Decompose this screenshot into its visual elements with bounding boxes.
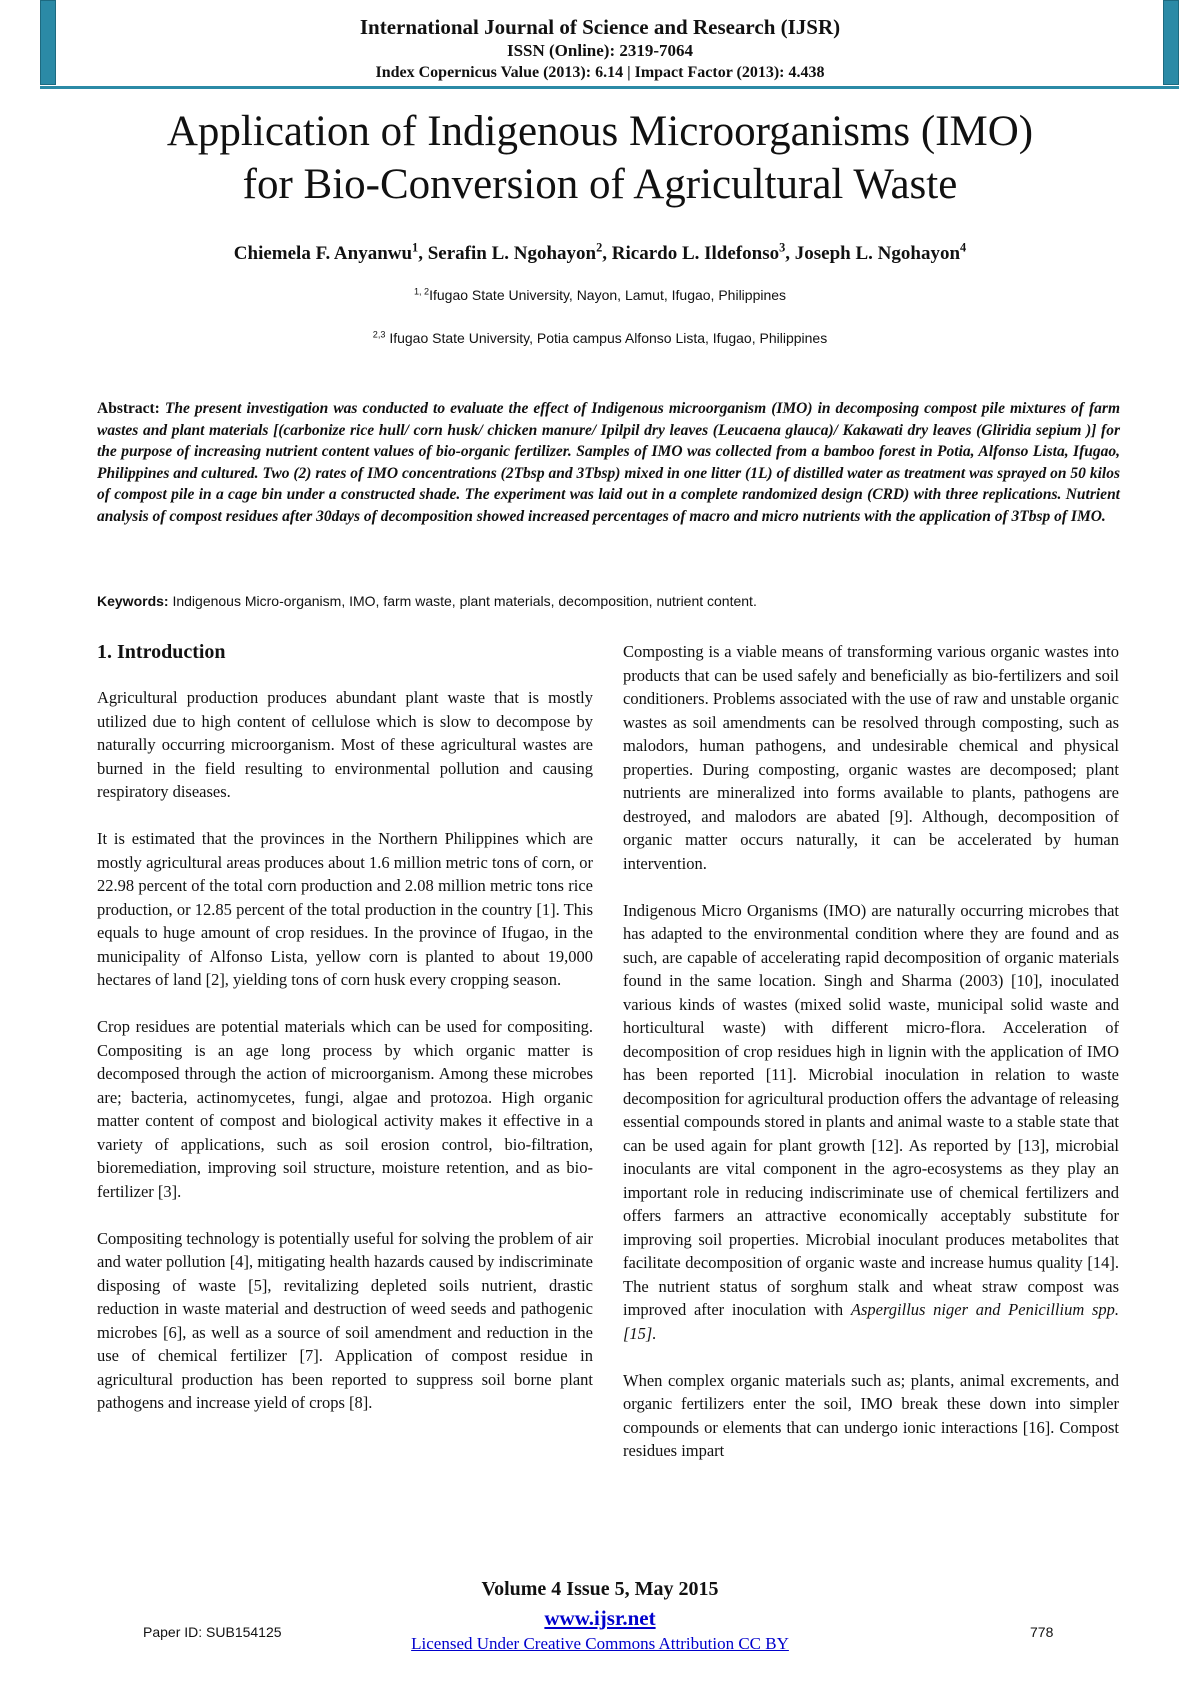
paragraph: Crop residues are potential materials which can be used for compositing. Compositing is an age long process by which organic matter is decomposed through the action of microorganism. Among these microbes are; bacteria, actinomycetes, fungi, algae and protozoa. High organic matter content of compost and biological activity makes it effective in a variety of applications, such as soil erosion control, bio-filtration, bioremediation, improving soil structure, moisture retention, and as bio-fertilizer [3]. [97, 1017, 593, 1201]
affiliation-text: Ifugao State University, Nayon, Lamut, Ifugao, Philippines [429, 287, 787, 303]
journal-name: International Journal of Science and Research (IJSR) [359, 15, 841, 39]
affiliation-1 [60, 287, 1140, 303]
paragraph [623, 899, 1119, 1346]
author-name: Chiemela F. Anyanwu [233, 243, 413, 264]
paper-title [60, 105, 1140, 211]
footer-license-link[interactable]: Licensed Under Creative Commons Attribution CC BY [411, 1634, 789, 1653]
affiliation-2 [60, 330, 1140, 346]
header-rule [40, 86, 1179, 89]
affiliation-text: Ifugao State University, Potia campus Alfonso Lista, Ifugao, Philippines [389, 330, 828, 346]
paragraph: When complex organic materials such as; plants, animal excrements, and organic fertilizers enter the soil, IMO break these down into simpler compounds or elements that can undergo ionic interactions [16]. Compost residues impart [623, 1370, 1119, 1460]
journal-issn: ISSN (Online): 2319-7064 [506, 41, 694, 60]
footer-website-link[interactable]: www.ijsr.net [544, 1606, 656, 1630]
keywords-text: Indigenous Micro-organism, IMO, farm waste, plant materials, decomposition, nutrient content. [172, 593, 757, 609]
paragraph: Compositing technology is potentially useful for solving the problem of air and water pollution [4], mitigating health hazards caused by indiscriminate disposing of waste [5], revitalizing depleted soils nutrient, drastic reduction in waste material and destruction of weed seeds and pathogenic microbes [6], as well as a source of soil amendment and reduction in the use of chemical fertilizer [7]. Application of compost residue in agricultural production has been reported to suppress soil borne plant pathogens and increase yield of crops [8]. [97, 1228, 593, 1412]
author-sup: 3 [779, 240, 786, 255]
paper-title-line-1: Application of Indigenous Microorganisms (IMO) [166, 108, 1034, 155]
affiliation-sup: 1, 2 [413, 286, 430, 297]
author-sup: 2 [596, 240, 603, 255]
paper-title-line-2: for Bio-Conversion of Agricultural Waste [242, 161, 958, 208]
abstract-label: Abstract: [97, 400, 160, 417]
author-name: Ricardo L. Ildefonso [611, 243, 780, 264]
author-name: Serafin L. Ngohayon [427, 243, 597, 264]
left-column [97, 640, 593, 1438]
affiliation-sup: 2,3 [372, 329, 386, 340]
paragraph: Composting is a viable means of transforming various organic wastes into products that can be used safely and beneficially as bio-fertilizers and soil conditioners. Problems associated with the use of raw and unstable organic wastes as soil amendments can be resolved through composting, such as malodors, human pathogens, and undesirable chemical and physical properties. During composting, organic wastes are decomposed; plant nutrients are mineralized into forms available to plants, pathogens are destroyed, and malodors are abated [9]. Although, decomposition of organic matter occurs naturally, it can be accelerated by human intervention. [623, 642, 1119, 873]
paragraph: It is estimated that the provinces in the Northern Philippines which are mostly agricultural areas produces about 1.6 million metric tons of corn, or 22.98 percent of the total corn production and 2.08 million metric tons rice production, or 12.85 percent of the total production in the country [1]. This equals to huge amount of crop residues. In the province of Ifugao, in the municipality of Alfonso Lista, yellow corn is planted to about 19,000 hectares of land [2], yielding tons of corn husk every cropping season. [97, 829, 593, 989]
author-sup: 1 [412, 240, 419, 255]
paragraph: Agricultural production produces abundant plant waste that is mostly utilized due to high content of cellulose which is slow to decompose by naturally occurring microorganism. Most of these agricultural wastes are burned in the field resulting to environmental pollution and causing respiratory diseases. [97, 688, 593, 801]
footer-page-number: 778 [1030, 1624, 1054, 1640]
section-heading-introduction: 1. Introduction [97, 641, 226, 663]
abstract [97, 398, 1120, 527]
keywords [97, 593, 1120, 609]
species-name: Aspergillus niger and Penicillium spp. [15]. [623, 1300, 1119, 1343]
paragraph-text: Indigenous Micro Organisms (IMO) are naturally occurring microbes that has adapted to the environmental condition where they are found and as such, are capable of accelerating rapid decomposition of organic materials found in the same location. Singh and Sharma (2003) [10], inoculated various kinds of wastes (mixed solid waste, municipal solid waste and horticultural waste) with different micro-flora. Acceleration of decomposition of crop residues high in lignin with the application of IMO has been reported [11]. Microbial inoculation in relation to waste decomposition for agricultural production offers the advantage of releasing essential compounds stored in plants and animal waste to a stable state that can be used again for plant growth [12]. As reported by [13], microbial inoculants are vital component in the agro-ecosystems as they play an important role in reducing indiscriminate use of chemical fertilizers and offers farmers an attractive economically acceptably substitute for improving soil properties. Microbial inoculant produces metabolites that facilitate decomposition of organic waste and increase humus quality [14]. The nutrient status of sorghum stalk and wheat straw compost was improved after inoculation with [623, 900, 1119, 1319]
journal-index-value: Index Copernicus Value (2013): 6.14 | Impact Factor (2013): 4.438 [375, 64, 825, 81]
keywords-label: Keywords: [97, 593, 169, 609]
journal-header [0, 14, 1200, 83]
footer-paper-id: Paper ID: SUB154125 [143, 1624, 282, 1640]
author-list: Chiemela F. Anyanwu$^1$, Serafin L. Ngohayon$^2$, Ricardo L. Ildefonso$^3$, Joseph L. Ngohayon$^4$ [233, 240, 967, 264]
right-column [623, 640, 1119, 1486]
author-name: Joseph L. Ngohayon [794, 243, 961, 264]
footer-volume: Volume 4 Issue 5, May 2015 [481, 1578, 719, 1600]
abstract-text: The present investigation was conducted to evaluate the effect of Indigenous microorganism (IMO) in decomposing compost pile mixtures of farm wastes and plant materials [(carbonize rice hull/ corn husk/ chicken manure/ Ipilpil dry leaves (Leucaena glauca)/ Kakawati dry leaves (Gliridia sepium )] for the purpose of increasing nutrient content values of bio-organic fertilizer. Samples of IMO was collected from a bamboo forest in Potia, Alfonso Lista, Ifugao, Philippines and cultured. Two (2) rates of IMO concentrations (2Tbsp and 3Tbsp) mixed in one litter (1L) of distilled water as treatment was sprayed on 50 kilos of compost pile in a cage bin under a constructed shade. The experiment was laid out in a complete randomized design (CRD) with three replications. Nutrient analysis of compost residues after 30days of decomposition showed increased percentages of macro and micro nutrients with the application of 3Tbsp of IMO. [97, 400, 1121, 525]
author-sup: 4 [960, 240, 967, 255]
